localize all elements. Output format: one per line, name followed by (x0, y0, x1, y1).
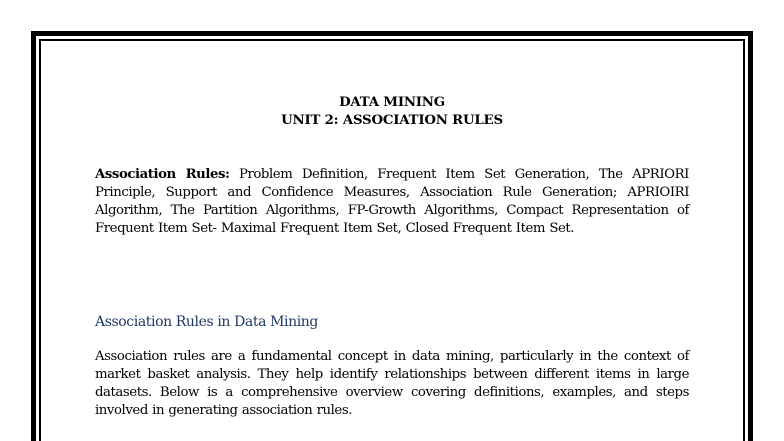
section-heading: Association Rules in Data Mining (95, 314, 318, 330)
intro-paragraph: Association rules are a fundamental concept in data mining, particularly in the context of market basket analysis. They help identify relationships between different items in large datasets. Below is a comprehensive overview covering definitions, examples, and steps involved in generating association rules. (95, 349, 689, 418)
document-title: DATA MINING (339, 95, 445, 110)
document-subtitle: UNIT 2: ASSOCIATION RULES (281, 113, 503, 128)
topics-text: Problem Definition, Frequent Item Set Generation, The APRIORI Principle, Support and Confidence Measures, Association Rule Generation; APRIOIRI Algorithm, The Partition Algorithms, FP-Growth Algorithms, Compact Representation of Frequent Item Set- Maximal Frequent Item Set, Closed Frequent Item Set. (95, 167, 689, 236)
topics-label: Association Rules: (95, 167, 230, 182)
topics-paragraph (95, 166, 689, 238)
